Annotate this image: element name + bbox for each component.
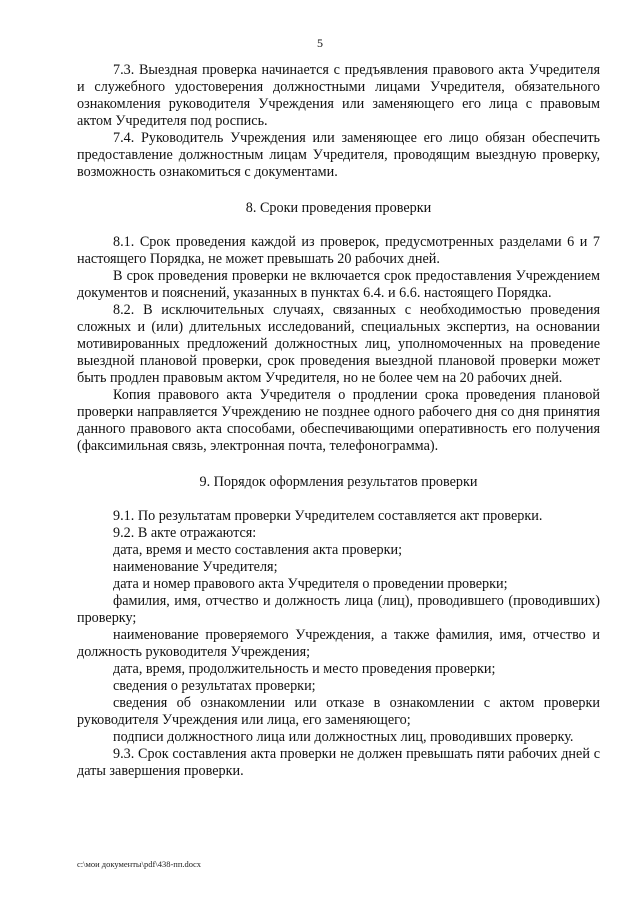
paragraph-9-1: 9.1. По результатам проверки Учредителем составляется акт проверки. [113,508,543,524]
list-item: дата, время и место составления акта проверки; [113,542,403,558]
list-item: наименование Учредителя; [113,559,278,575]
section-8-heading: 8. Сроки проведения проверки [245,200,432,216]
document-body [77,62,600,780]
paragraph-9-3: 9.3. Срок составления акта проверки не должен превышать пяти рабочих дней с даты завершения проверки. [77,746,600,779]
list-item: фамилия, имя, отчество и должность лица (лиц), проводившего (проводивших) проверку; [77,593,600,626]
paragraph-7-4: 7.4. Руководитель Учреждения или заменяющее его лицо обязан обеспечить предоставление должностным лицам Учредителя, проводящим выездную проверку, возможность ознакомиться с документами. [77,130,600,180]
list-item: дата, время, продолжительность и место проведения проверки; [113,661,496,677]
list-item: дата и номер правового акта Учредителя о проведении проверки; [113,576,508,592]
paragraph-8-2: 8.2. В исключительных случаях, связанных с необходимостью проведения сложных и (или) длительных исследований, специальных экспертиз, на основании мотивированных предложений должностных лиц, уполномоченных на проведение выездной плановой проверки, срок проведения выездной плановой проверки может быть продлен правовым актом Учредителя, но не более чем на 20 рабочих дней. [77,302,600,386]
section-9-heading: 9. Порядок оформления результатов проверки [199,474,478,490]
list-item: сведения о результатах проверки; [113,678,316,694]
list-item: подписи должностного лица или должностных лиц, проводивших проверку. [113,729,574,745]
list-item: сведения об ознакомлении или отказе в ознакомлении с актом проверки руководителя Учреждения или лица, его заменяющего; [77,695,600,728]
footer-file-path: c:\мои документы\pdf\438-пп.docx [77,859,202,869]
paragraph-8-2-copy: Копия правового акта Учредителя о продлении срока проведения плановой проверки направляется Учреждению не позднее одного рабочего дня со дня принятия данного правового акта способами, обеспечивающими оперативность его получения (факсимильная связь, электронная почта, телефонограмма). [77,387,600,454]
paragraph-7-3: 7.3. Выездная проверка начинается с предъявления правового акта Учредителя и служебного удостоверения должностными лицами Учредителя, обязательного ознакомления руководителя Учреждения или заменяющего его лица с правовым актом Учредителя под роспись. [77,62,600,129]
list-item: наименование проверяемого Учреждения, а также фамилия, имя, отчество и должность руководителя Учреждения; [77,627,600,660]
page-number: 5 [317,36,323,50]
paragraph-9-2: 9.2. В акте отражаются: [113,525,257,541]
paragraph-8-1-note: В срок проведения проверки не включается срок предоставления Учреждением документов и пояснений, указанных в пунктах 6.4. и 6.6. настоящего Порядка. [77,268,600,301]
paragraph-8-1: 8.1. Срок проведения каждой из проверок, предусмотренных разделами 6 и 7 настоящего Порядка, не может превышать 20 рабочих дней. [77,234,600,267]
